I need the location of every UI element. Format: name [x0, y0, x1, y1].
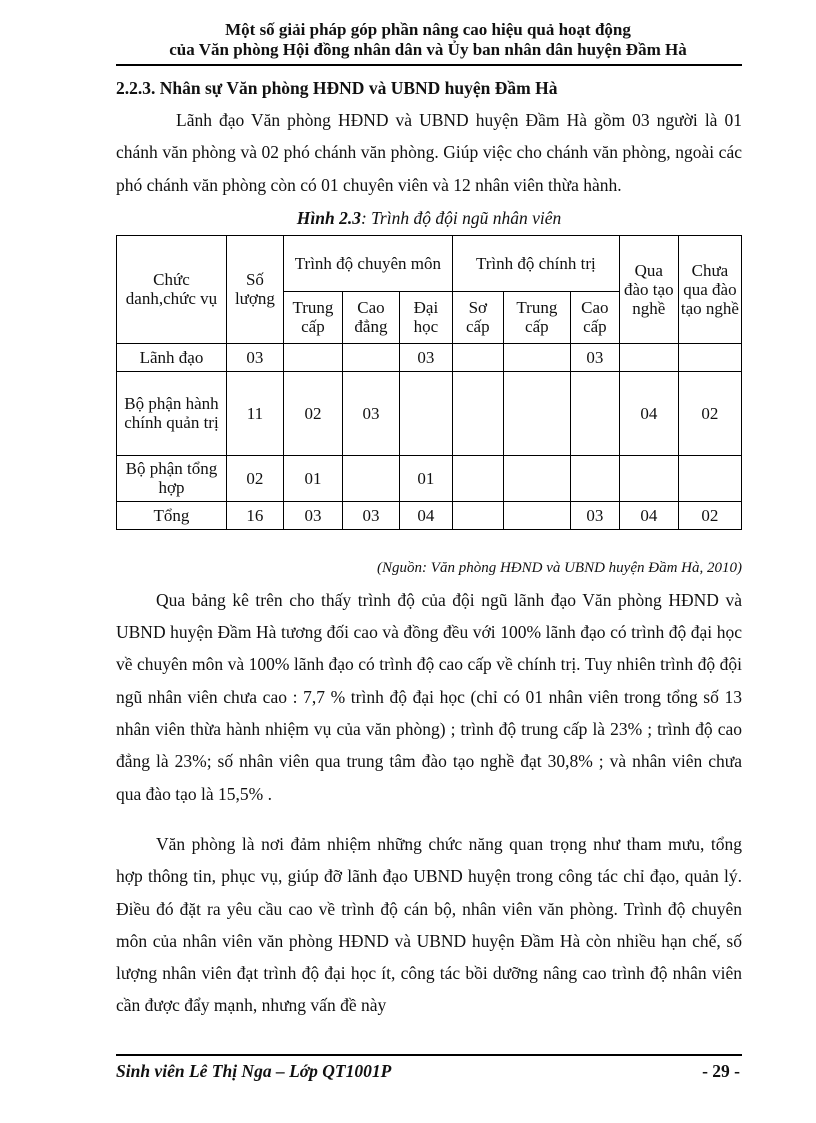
page-number: - 29 -: [702, 1061, 740, 1081]
table-cell: [452, 371, 503, 455]
table-cell: 03: [570, 343, 619, 371]
table-row: [117, 455, 742, 501]
figure-caption: [116, 207, 742, 229]
table-cell: 02: [283, 371, 342, 455]
staff-qualification-table: [116, 235, 742, 530]
table-cell: [678, 343, 741, 371]
table-row: [117, 501, 742, 529]
table-cell: [452, 455, 503, 501]
table-cell: [570, 455, 619, 501]
header-untrained: Chưa qua đào tạo nghề: [678, 235, 741, 343]
header-count: Số lượng: [226, 235, 283, 343]
header-line-1: Một số giải pháp góp phần nâng cao hiệu quả hoạt động: [225, 20, 631, 39]
row-label: Lãnh đạo: [117, 343, 227, 371]
header-university: Đại học: [399, 291, 452, 343]
table-cell: 02: [226, 455, 283, 501]
table-cell: [503, 371, 570, 455]
figure-title: : Trình độ đội ngũ nhân viên: [360, 207, 562, 228]
row-label: Tổng: [117, 501, 227, 529]
header-rule: [116, 64, 742, 66]
section-heading: 2.2.3. Nhân sự Văn phòng HĐND và UBND huyện Đầm Hà: [116, 78, 558, 98]
table-cell: [342, 343, 399, 371]
table-cell: 03: [399, 343, 452, 371]
table-cell: [503, 455, 570, 501]
header-elementary: Sơ cấp: [452, 291, 503, 343]
table-row: [117, 371, 742, 455]
header-vocational: Qua đào tạo nghề: [619, 235, 678, 343]
table-cell: 01: [399, 455, 452, 501]
table-cell: 03: [226, 343, 283, 371]
row-label: Bộ phận tổng hợp: [117, 455, 227, 501]
table-cell: [452, 343, 503, 371]
table-cell: [452, 501, 503, 529]
header-political: Trình độ chính trị: [452, 235, 619, 291]
page-content: [116, 76, 742, 1022]
table-cell: 03: [570, 501, 619, 529]
footer-author: Sinh viên Lê Thị Nga – Lớp QT1001P: [116, 1061, 392, 1081]
table-cell: 04: [619, 501, 678, 529]
analysis-paragraph: Qua bảng kê trên cho thấy trình độ của đội ngũ lãnh đạo Văn phòng HĐND và UBND huyện Đầm Hà tương đối cao và đồng đều với 100% lãnh đạo có trình độ đại học về chuyên môn và 100% lãnh đạo có trình độ cao cấp về chính trị. Tuy nhiên trình độ đội ngũ nhân viên chưa cao : 7,7 % trình độ đại học (chỉ có 01 nhân viên trong tổng số 13 nhân viên thừa hành nhiệm vụ của văn phòng) ; trình độ trung cấp là 23% ; trình độ cao đẳng là 23%; số nhân viên qua trung tâm đào tạo nghề đạt 30,8% ; và nhân viên chưa qua đào tạo là 15,5% .: [116, 589, 742, 804]
header-pol-intermediate: Trung cấp: [503, 291, 570, 343]
header-advanced: Cao cấp: [570, 291, 619, 343]
table-cell: 01: [283, 455, 342, 501]
table-cell: 03: [342, 371, 399, 455]
table-cell: [503, 343, 570, 371]
table-cell: [570, 371, 619, 455]
table-row: [117, 343, 742, 371]
discussion-paragraph: Văn phòng là nơi đảm nhiệm những chức năng quan trọng như tham mưu, tổng hợp thông tin, phục vụ, giúp đỡ lãnh đạo UBND huyện trong công tác chỉ đạo, quản lý. Điều đó đặt ra yêu cầu cao về trình độ cán bộ, nhân viên văn phòng. Trình độ chuyên môn của nhân viên văn phòng HĐND và UBND huyện Đầm Hà còn nhiều hạn chế, số lượng nhân viên đạt trình độ đại học ít, công tác bồi dưỡng nâng cao trình độ nhân viên cần được đẩy mạnh, nhưng vấn đề này: [116, 833, 742, 1016]
table-cell: [619, 455, 678, 501]
running-header: [116, 20, 740, 60]
figure-label: Hình 2.3: [296, 207, 361, 228]
table-cell: 02: [678, 501, 741, 529]
footer-rule: [116, 1054, 742, 1056]
table-cell: 03: [283, 501, 342, 529]
table-cell: 03: [342, 501, 399, 529]
table-cell: 11: [226, 371, 283, 455]
row-label: Bộ phận hành chính quản trị: [117, 371, 227, 455]
table-cell: [503, 501, 570, 529]
header-professional: Trình độ chuyên môn: [283, 235, 452, 291]
header-college: Cao đẳng: [342, 291, 399, 343]
table-cell: 02: [678, 371, 741, 455]
header-intermediate: Trung cấp: [283, 291, 342, 343]
intro-paragraph: Lãnh đạo Văn phòng HĐND và UBND huyện Đầm Hà gồm 03 người là 01 chánh văn phòng và 02 phó chánh văn phòng. Giúp việc cho chánh văn phòng, ngoài các phó chánh văn phòng còn có 01 chuyên viên và 12 nhân viên thừa hành.: [116, 110, 742, 195]
table-cell: [399, 371, 452, 455]
table-cell: 04: [399, 501, 452, 529]
header-position: Chức danh,chức vụ: [117, 235, 227, 343]
table-cell: 16: [226, 501, 283, 529]
table-cell: [342, 455, 399, 501]
header-line-2: của Văn phòng Hội đồng nhân dân và Ủy ban nhân dân huyện Đầm Hà: [169, 40, 687, 59]
table-source: (Nguồn: Văn phòng HĐND và UBND huyện Đầm Hà, 2010): [377, 559, 742, 576]
table-cell: [283, 343, 342, 371]
table-cell: [619, 343, 678, 371]
table-cell: 04: [619, 371, 678, 455]
table-cell: [678, 455, 741, 501]
